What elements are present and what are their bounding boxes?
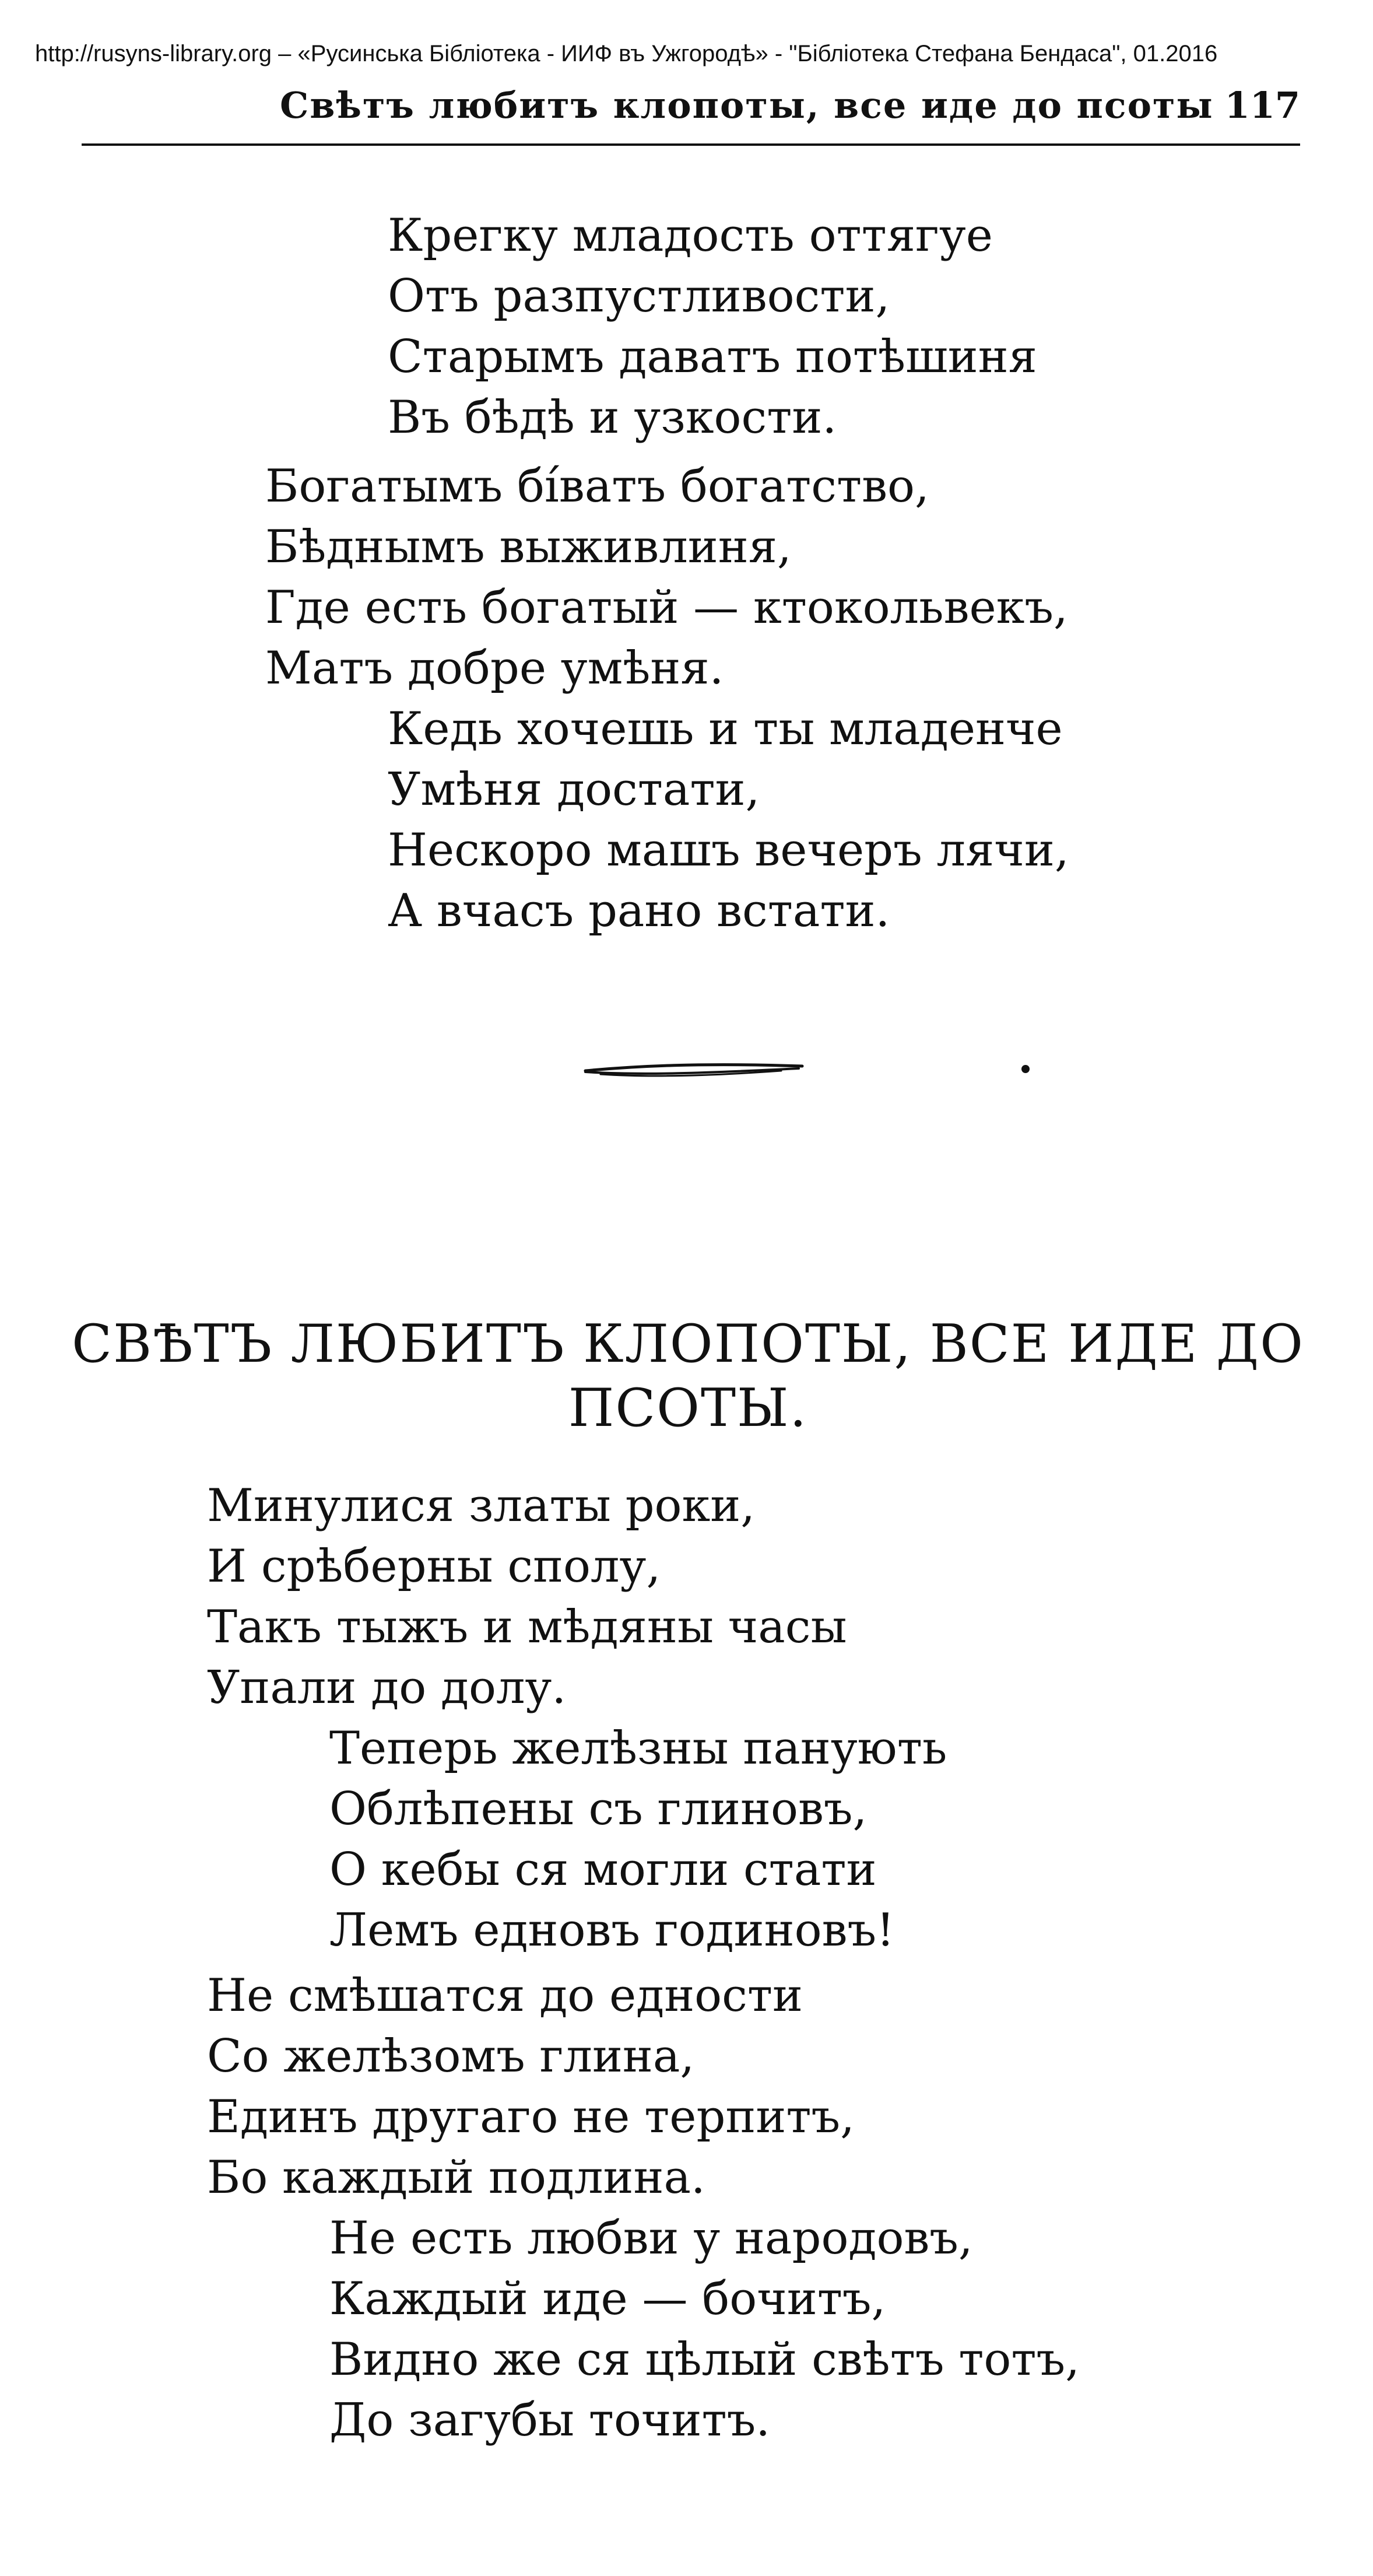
running-head-title: Свѣтъ любитъ клопоты, все иде до псоты — [280, 84, 1214, 127]
verse-line: А вчасъ рано встати. — [388, 885, 890, 937]
ornament-dot — [1021, 1065, 1030, 1073]
poem-two-stanza-2 — [329, 1718, 947, 1961]
poem-one-stanza-2 — [265, 456, 1068, 699]
verse-line: Со желѣзомъ глина, — [207, 2030, 695, 2083]
verse-line: Каждый иде — бочитъ, — [329, 2273, 886, 2325]
verse-line: Видно же ся цѣлый свѣтъ тотъ, — [329, 2333, 1080, 2386]
verse-line: Старымъ даватъ потѣшиня — [388, 331, 1037, 383]
verse-line: Лемъ едновъ годиновъ! — [329, 1904, 895, 1957]
poem-two-stanza-3 — [207, 1965, 855, 2208]
verse-line: Облѣпены съ глиновъ, — [329, 1783, 868, 1835]
poem-one-stanza-3 — [388, 699, 1069, 941]
verse-line: Умѣня достати, — [388, 763, 760, 816]
verse-line: Где есть богатый — ктокольвекъ, — [265, 581, 1068, 634]
verse-line: Минулися златы роки, — [207, 1480, 755, 1532]
verse-line: И срѣберны сполу, — [207, 1540, 661, 1593]
verse-line: Бо каждый подлина. — [207, 2151, 705, 2204]
verse-line: Теперь желѣзны панують — [329, 1722, 947, 1775]
poem-one-stanza-1 — [388, 205, 1037, 448]
verse-line: Богатымъ бíватъ богатство, — [265, 460, 929, 513]
verse-line: Кедь хочешь и ты младенче — [388, 703, 1063, 755]
verse-line: Не есть любви у народовъ, — [329, 2212, 973, 2265]
ornament-divider — [583, 1056, 805, 1085]
verse-line: Нескоро машъ вечеръ лячи, — [388, 824, 1069, 877]
source-attribution: http://rusyns-library.org – «Русинська Бібліотека - ИИФ въ Ужгородѣ» - "Бібліотека Стефана Бендаса", 01.2016 — [35, 41, 1218, 66]
verse-line: Въ бѣдѣ и узкости. — [388, 391, 837, 444]
verse-line: До загубы точитъ. — [329, 2394, 771, 2447]
verse-line: Матъ добре умѣня. — [265, 642, 724, 695]
verse-line: Упали до долу. — [207, 1662, 567, 1714]
poem-two-stanza-1 — [207, 1475, 847, 1718]
verse-line: Крегку младость оттягуе — [388, 209, 993, 262]
verse-line: Единъ другаго не терпитъ, — [207, 2091, 855, 2143]
header-rule — [82, 143, 1300, 146]
verse-line: Бѣднымъ выживлиня, — [265, 521, 792, 573]
verse-line: Отъ разпустливости, — [388, 270, 890, 323]
verse-line: Такъ тыжъ и мѣдяны часы — [207, 1601, 847, 1653]
poem-two-stanza-4 — [329, 2208, 1080, 2451]
verse-line: Не смѣшатся до едности — [207, 1969, 803, 2022]
poem-title: СВѢТЪ ЛЮБИТЪ КЛОПОТЫ, ВСЕ ИДЕ ДО ПСОТЫ. — [72, 1313, 1304, 1439]
running-head — [82, 79, 1300, 132]
page-number: 117 — [1224, 84, 1300, 127]
verse-line: О кебы ся могли стати — [329, 1843, 877, 1896]
